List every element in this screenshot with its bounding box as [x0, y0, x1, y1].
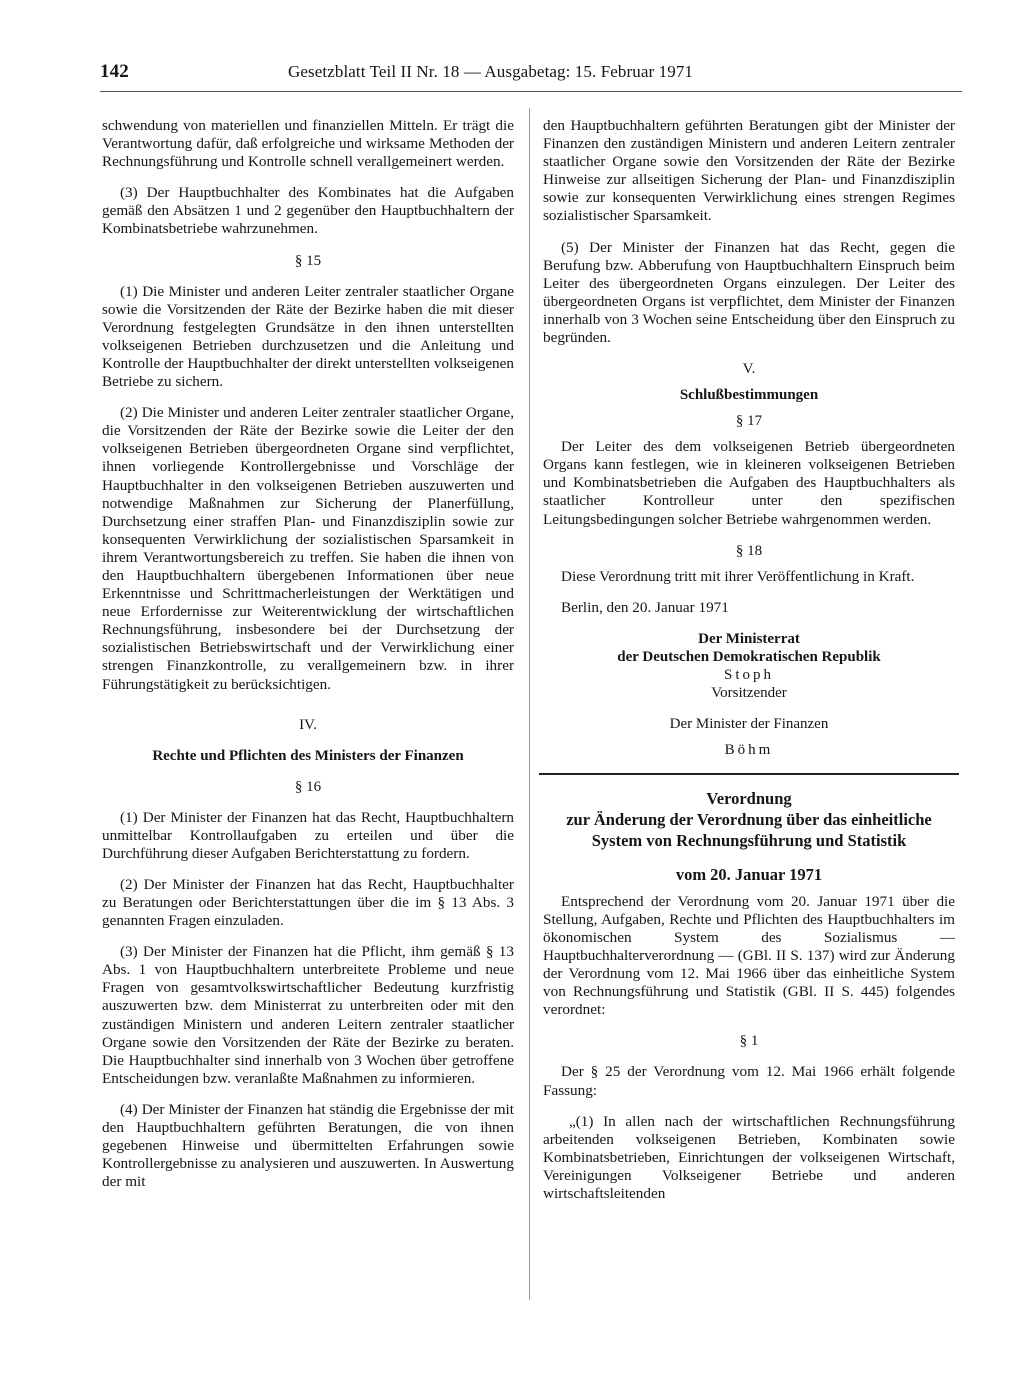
ordinance-preamble: Entsprechend der Verordnung vom 20. Januar 1971 über die Stellung, Aufgaben, Rechte und Pflichten des Hauptbuchhalters im ökonomischen System des Sozialismus — Hauptbuchhalterverordnung — (GBl. II S. 137) wird zur Änderung der Verordnung vom 12. Mai 1966 über das einheitliche System von Rechnungsführung und Statistik (GBl. II S. 445) folgendes verordnet:: [543, 892, 955, 1019]
part-iv-numeral: IV.: [299, 716, 317, 733]
part-iv-title: Rechte und Pflichten des Ministers der Finanzen: [152, 747, 464, 764]
paragraph-1-intro: Der § 25 der Verordnung vom 12. Mai 1966 erhält folgende Fassung:: [543, 1063, 955, 1099]
right-column: [543, 117, 955, 1203]
paragraph-14-3: (3) Der Hauptbuchhalter des Kombinates hat die Aufgaben gemäß den Absätzen 1 und 2 gegenüber den Hauptbuchhaltern der Kombinatsbetriebe wahrzunehmen.: [102, 184, 514, 238]
section-16-heading: § 16: [294, 778, 322, 795]
paragraph-16-4-continuation: den Hauptbuchhaltern geführten Beratungen gibt der Minister der Finanzen den zuständigen Ministern und anderen Leitern zentraler staatlicher Organe sowie den Vorsitzenden der Räte der Bezirke Hinweise zur allseitigen Sicherung der Plan- und Finanzdisziplin sowie zur konsequenten Verwirklichung eines strengen Regimes sozialistischer Sparsamkeit.: [543, 117, 955, 225]
ordinance-subtitle-line1: zur Änderung der Verordnung über das einheitliche: [566, 809, 932, 829]
column-divider: [529, 108, 530, 1300]
section-18-heading: § 18: [735, 542, 763, 559]
page-number: 142: [100, 61, 129, 82]
left-column: [102, 117, 514, 1191]
paragraph-16-1: (1) Der Minister der Finanzen hat das Recht, Hauptbuchhaltern unmittelbar Kontrollaufgaben zu erteilen und über die Durchführung dieser Aufgaben Berichterstattung zu fordern.: [102, 808, 514, 862]
paragraph-16-5: (5) Der Minister der Finanzen hat das Recht, gegen die Berufung bzw. Abberufung von Hauptbuchhaltern Einspruch beim Leiter des übergeordneten Organs einzulegen. Der Leiter des übergeordneten Organs ist verpflichtet, dem Minister der Finanzen innerhalb von 3 Wochen seine Entscheidung über den Einspruch zu begründen.: [543, 238, 955, 347]
paragraph-15-1: (1) Die Minister und anderen Leiter zentraler staatlicher Organe sowie die Vorsitzenden der Räte der Bezirke haben die mit dieser Verordnung festgelegten Grundsätze in den ihnen unterstellten volkseigenen Betrieben durchzusetzen und die Anleitung und Kontrolle der Hauptbuchhalter der direkt unterstellten volkseigenen Betriebe zu sichern.: [102, 282, 514, 391]
header-rule: [100, 91, 962, 92]
section-17-heading: § 17: [735, 413, 763, 430]
paragraph-1-quoted: „(1) In allen nach der wirtschaftlichen Rechnungsführung arbeitenden volkseigenen Betrieben, Kombinaten sowie Kombinatsbetrieben, Einrichtungen der volkseigenen Wirtschaft, Vereinigungen Volkseigener Betriebe und anderen wirtschaftsleitenden: [543, 1112, 955, 1202]
paragraph-18: Diese Verordnung tritt mit ihrer Veröffentlichung in Kraft.: [561, 567, 915, 585]
part-v-title: Schlußbestimmungen: [679, 387, 819, 404]
signatory-role-finance-minister: Der Minister der Finanzen: [669, 715, 829, 732]
page-header: [100, 62, 962, 88]
signatory-name-boehm: Böhm: [724, 741, 774, 758]
signatory-role-chairman: Vorsitzender: [711, 684, 787, 701]
signature-body-line1: Der Ministerrat: [698, 630, 800, 647]
paragraph-16-4: (4) Der Minister der Finanzen hat ständig die Ergebnisse der mit den Hauptbuchhaltern geführten Beratungen, die von ihnen gegebenen Hinweise und übermittelten Erfahrungen sowie Kontrollergebnisse zu analysieren und auszuwerten. In Auswertung der mit: [102, 1100, 514, 1191]
place-and-date: Berlin, den 20. Januar 1971: [561, 598, 729, 616]
signature-body-line2: der Deutschen Demokratischen Republik: [617, 648, 881, 665]
ordinance-date: vom 20. Januar 1971: [675, 864, 823, 884]
part-v-numeral: V.: [742, 361, 756, 378]
gazette-title: Gesetzblatt Teil II Nr. 18 — Ausgabetag: 15. Februar 1971: [288, 62, 694, 81]
paragraph-17: Der Leiter des dem volkseigenen Betrieb übergeordneten Organs kann festlegen, wie in kleineren volkseigenen Betrieben und Kombinatsbetrieben die Aufgaben des Hauptbuchhalters als staatlicher Kontrolleur unter den spezifischen Leitungsbedingungen solcher Betriebe wahrgenommen werden.: [543, 438, 955, 528]
paragraph-15-2: (2) Die Minister und anderen Leiter zentraler staatlicher Organe, die Vorsitzenden der Räte der Bezirke sowie die Leiter der den volkseigenen Betrieben übergeordneten Organe sind verpflichtet, ihnen vorliegende Kontrollergebnisse und Vorschläge der Hauptbuchhalter in den volkseigenen Betrieben auszuwerten und notwendige Maßnahmen zur Sicherung der Planerfüllung, Durchsetzung einer straffen Plan- und Finanzdisziplin sowie zur konsequenten Verwirklichung der sozialistischen Sparsamkeit in ihrem Verantwortungsbereich zu treffen. Sie haben die ihnen von den Hauptbuchhaltern übergebenen Informationen über neue Erkenntnisse und Schrittmacherleistungen der Werktätigen und neue Erfordernisse zur Weiterentwicklung der wirtschaftlichen Rechnungsführung, insbesondere bei der Durchsetzung der sozialistischen Betriebswirtschaft und der Verwirklichung einer strengen Finanzkontrolle, zu verallgemeinern bzw. in ihrer Führungstätigkeit zu berücksichtigen.: [102, 404, 514, 693]
paragraph-16-2: (2) Der Minister der Finanzen hat das Recht, Hauptbuchhalter zu Beratungen oder Berichterstattungen über die im § 13 Abs. 3 genannten Fragen einzuladen.: [102, 875, 514, 930]
section-1-heading: § 1: [739, 1033, 759, 1050]
ordinance-title: Verordnung: [706, 788, 792, 808]
paragraph-16-3: (3) Der Minister der Finanzen hat die Pflicht, ihm gemäß § 13 Abs. 1 von Hauptbuchhaltern unterbreitete Probleme und neue Fragen von gesamtvolkswirtschaftlicher Bedeutung kurzfristig auszuwerten bzw. dem Ministerrat zu unterbreiten oder mit den zuständigen Ministern und anderen Leitern zentraler staatlicher Organe sowie den Vorsitzenden der Räte der Bezirke zu beraten. Die Hauptbuchhalter sind innerhalb von 3 Wochen über getroffene Entscheidungen bzw. veranlaßte Maßnahmen zu informieren.: [102, 943, 514, 1087]
ordinance-subtitle-line2: System von Rechnungsführung und Statistik: [591, 830, 907, 850]
section-15-heading: § 15: [294, 252, 322, 269]
paragraph-continuation: schwendung von materiellen und finanziellen Mitteln. Er trägt die Verantwortung dafür, daß erfolgreiche und wirksame Methoden der Rechnungsführung und Kontrolle schnell verallgemeinert werden.: [102, 117, 514, 171]
signatory-name-stoph: Stoph: [723, 666, 774, 683]
